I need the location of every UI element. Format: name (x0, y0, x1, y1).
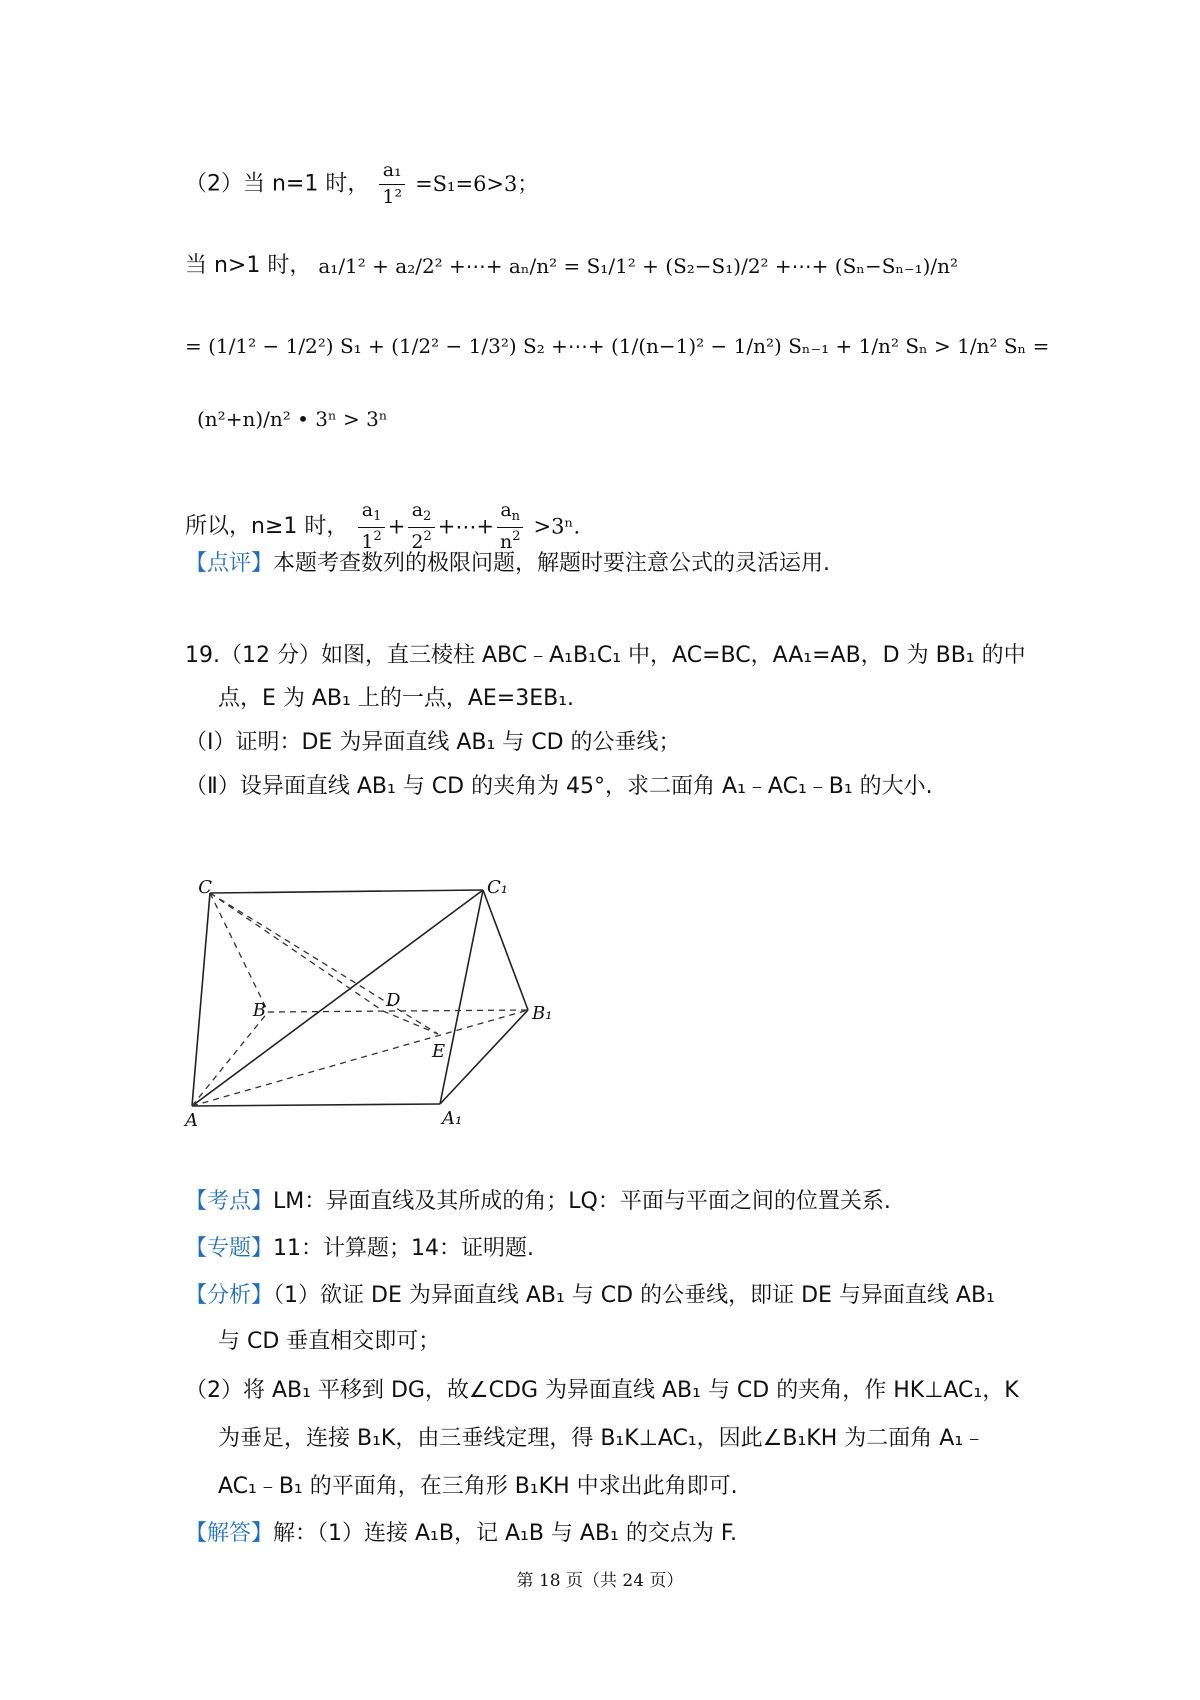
sum-expansion-formula: a₁/1² + a₂/2² +⋯+ aₙ/n² = S₁/1² + (S₂−S₁)/2² +⋯+ (Sₙ−Sₙ₋₁)/n² (318, 254, 959, 278)
telescoping-formula: = (1/1² − 1/2²) S₁ + (1/2² − 1/3²) S₂ +⋯+ (1/(n−1)² − 1/n²) Sₙ₋₁ + 1/n² Sₙ > 1/n² Sₙ = (185, 334, 1050, 358)
fenxi-line3: （2）将 AB₁ 平移到 DG，故∠CDG 为异面直线 AB₁ 与 CD 的夹角，作 HK⊥AC₁，K (185, 1378, 1019, 1403)
review-line (185, 553, 830, 575)
review-text: 本题考查数列的极限问题，解题时要注意公式的灵活运用. (273, 551, 831, 576)
jieda-tag: 【解答】 (185, 1521, 274, 1546)
result-formula: (n²+n)/n² • 3ⁿ > 3ⁿ (197, 407, 388, 431)
edge-A-C1 (192, 890, 483, 1106)
kaodian-tag: 【考点】 (185, 1189, 274, 1214)
prism-figure (183, 877, 553, 1131)
part2-label: （2）当 n=1 时， (185, 171, 370, 197)
kaodian-line (185, 1191, 891, 1213)
edge-C1-A1 (440, 890, 483, 1104)
zhuanti-line (185, 1238, 534, 1260)
edge-A-A1 (192, 1104, 440, 1106)
kaodian-text: LM：异面直线及其所成的角；LQ：平面与平面之间的位置关系. (273, 1189, 891, 1214)
conclusion-line: 所以，n≥1 时， $\frac{a_1}{1^2}$ + $\frac{a_2}{2^2}$ +⋯+ $\frac{a_n}{n^2}$ >3ⁿ. (185, 499, 581, 553)
q19-line1: 19.（12 分）如图，直三棱柱 ABC﹣A₁B₁C₁ 中，AC=BC，AA₁=AB，D 为 BB₁ 的中 (185, 643, 1026, 668)
edge-B1-A1 (440, 1010, 528, 1104)
fenxi-line4: 为垂足，连接 B₁K，由三垂线定理，得 B₁K⊥AC₁，因此∠B₁KH 为二面角 A₁﹣ (218, 1426, 986, 1451)
edge-C-D (210, 893, 383, 1011)
part2-n-gt1-line (185, 255, 958, 277)
fenxi-line1: 【分析】（1）欲证 DE 为异面直线 AB₁ 与 CD 的公垂线，即证 DE 与异面直线 AB₁ (185, 1283, 995, 1308)
fraction-an: $\frac{a_n}{n^2}$ (497, 500, 524, 554)
label-B: B (252, 1000, 266, 1021)
q19-part2: （Ⅱ）设异面直线 AB₁ 与 CD 的夹角为 45°，求二面角 A₁﹣AC₁﹣B₁ 的大小. (185, 774, 933, 799)
label-A: A (185, 1110, 198, 1131)
q19-part1: （Ⅰ）证明：DE 为异面直线 AB₁ 与 CD 的公垂线； (185, 730, 681, 755)
edge-A-B1 (192, 1010, 528, 1106)
label-E: E (432, 1041, 446, 1062)
fraction-a1-over-1sq: $\frac{\text{a₁}}{\text{1²}}$ (379, 160, 405, 209)
fenxi-line5: AC₁﹣B₁ 的平面角，在三角形 B₁KH 中求出此角即可. (218, 1474, 738, 1499)
label-B1: B₁ (532, 1003, 553, 1024)
zhuanti-text: 11：计算题；14：证明题. (273, 1236, 534, 1261)
edge-D-E (383, 1011, 438, 1034)
review-tag: 【点评】 (185, 551, 274, 576)
edge-C-C1 (210, 890, 483, 893)
label-C: C (198, 877, 212, 898)
jieda-text: 解：（1）连接 A₁B，记 A₁B 与 AB₁ 的交点为 F. (273, 1521, 737, 1546)
fraction-a1: $\frac{a_1}{1^2}$ (358, 500, 384, 554)
jieda-line (185, 1523, 737, 1545)
label-A1: A₁ (442, 1108, 463, 1129)
page-footer: 第 18 页（共 24 页） (516, 1571, 684, 1591)
n-gt1-label: 当 n>1 时， (185, 253, 312, 278)
fenxi-line2: 与 CD 垂直相交即可； (218, 1329, 441, 1354)
conclusion-tail: >3ⁿ. (533, 514, 581, 539)
label-C1: C₁ (487, 877, 508, 898)
conclusion-prefix: 所以，n≥1 时， (185, 513, 349, 539)
edge-C1-B1 (483, 890, 528, 1010)
edge-C-A (192, 893, 210, 1106)
fenxi-tag: 【分析】 (185, 1283, 274, 1308)
fraction-a2: $\frac{a_2}{2^2}$ (408, 500, 434, 554)
part2-n1-line (185, 160, 538, 209)
zhuanti-tag: 【专题】 (185, 1236, 274, 1261)
label-D: D (386, 990, 401, 1011)
part2-n1-result: =S₁=6>3； (415, 171, 539, 196)
q19-line2: 点，E 为 AB₁ 上的一点，AE=3EB₁. (218, 686, 575, 711)
